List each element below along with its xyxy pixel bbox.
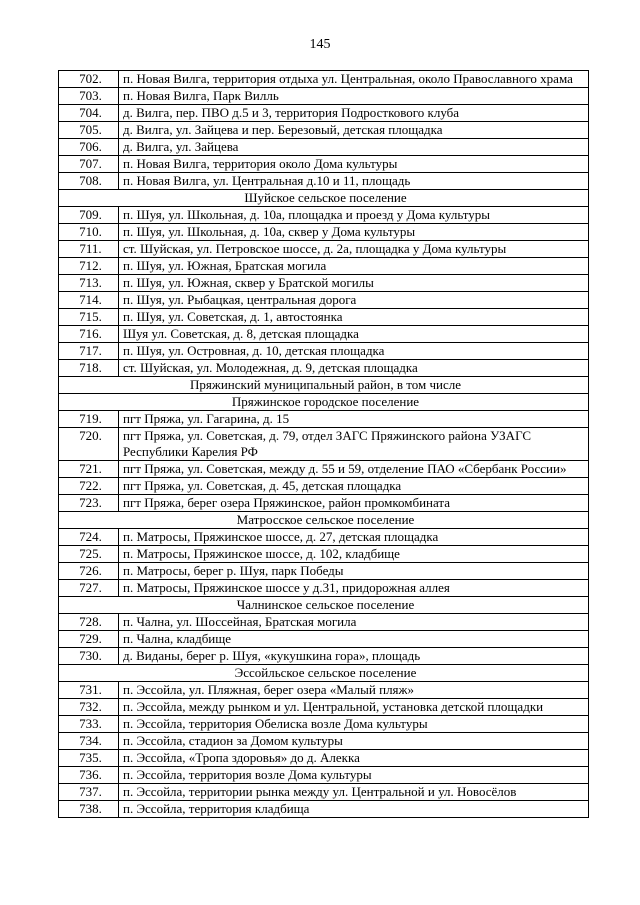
table-row <box>59 580 589 597</box>
row-number: 709. <box>59 207 119 224</box>
row-location: д. Вилга, ул. Зайцева и пер. Березовый, детская площадка <box>119 122 589 139</box>
row-number: 737. <box>59 784 119 801</box>
table-row <box>59 750 589 767</box>
row-number: 719. <box>59 411 119 428</box>
row-number: 717. <box>59 343 119 360</box>
row-number: 735. <box>59 750 119 767</box>
row-location: п. Новая Вилга, ул. Центральная д.10 и 11, площадь <box>119 173 589 190</box>
row-number: 733. <box>59 716 119 733</box>
section-title: Шуйское сельское поселение <box>59 190 589 207</box>
row-location: п. Эссойла, территории рынка между ул. Центральной и ул. Новосёлов <box>119 784 589 801</box>
row-number: 731. <box>59 682 119 699</box>
table-row <box>59 478 589 495</box>
row-location: пгт Пряжа, ул. Советская, д. 45, детская площадка <box>119 478 589 495</box>
table-row <box>59 733 589 750</box>
row-location: п. Шуя, ул. Рыбацкая, центральная дорога <box>119 292 589 309</box>
table-row <box>59 241 589 258</box>
row-location: пгт Пряжа, ул. Советская, д. 79, отдел ЗАГС Пряжинского района УЗАГС Республики Карелия РФ <box>119 428 589 461</box>
table-row <box>59 258 589 275</box>
table-row <box>59 801 589 818</box>
row-number: 703. <box>59 88 119 105</box>
row-location: п. Эссойла, между рынком и ул. Центральной, установка детской площадки <box>119 699 589 716</box>
table-row <box>59 411 589 428</box>
row-number: 712. <box>59 258 119 275</box>
section-title: Пряжинское городское поселение <box>59 394 589 411</box>
row-location: пгт Пряжа, берег озера Пряжинское, район промкомбината <box>119 495 589 512</box>
row-location: п. Шуя, ул. Школьная, д. 10а, площадка и проезд у Дома культуры <box>119 207 589 224</box>
section-title: Матросское сельское поселение <box>59 512 589 529</box>
section-header-row <box>59 665 589 682</box>
section-title: Пряжинский муниципальный район, в том числе <box>59 377 589 394</box>
row-location: пгт Пряжа, ул. Советская, между д. 55 и 59, отделение ПАО «Сбербанк России» <box>119 461 589 478</box>
row-number: 722. <box>59 478 119 495</box>
table-row <box>59 156 589 173</box>
row-location: д. Вилга, ул. Зайцева <box>119 139 589 156</box>
table-row <box>59 173 589 190</box>
row-number: 714. <box>59 292 119 309</box>
row-number: 730. <box>59 648 119 665</box>
row-location: п. Эссойла, территория Обелиска возле Дома культуры <box>119 716 589 733</box>
table-row <box>59 343 589 360</box>
table-row <box>59 224 589 241</box>
row-number: 729. <box>59 631 119 648</box>
table-row <box>59 495 589 512</box>
row-location: п. Матросы, Пряжинское шоссе, д. 102, кладбище <box>119 546 589 563</box>
table-row <box>59 699 589 716</box>
row-location: п. Шуя, ул. Школьная, д. 10а, сквер у Дома культуры <box>119 224 589 241</box>
table-row <box>59 767 589 784</box>
table-row <box>59 563 589 580</box>
row-number: 727. <box>59 580 119 597</box>
row-location: п. Матросы, берег р. Шуя, парк Победы <box>119 563 589 580</box>
row-number: 705. <box>59 122 119 139</box>
row-number: 728. <box>59 614 119 631</box>
row-location: п. Матросы, Пряжинское шоссе у д.31, придорожная аллея <box>119 580 589 597</box>
section-title: Чалнинское сельское поселение <box>59 597 589 614</box>
row-number: 732. <box>59 699 119 716</box>
row-location: п. Шуя, ул. Южная, Братская могила <box>119 258 589 275</box>
table-row <box>59 648 589 665</box>
table-row <box>59 631 589 648</box>
table-row <box>59 614 589 631</box>
section-header-row <box>59 394 589 411</box>
table-row <box>59 529 589 546</box>
table-row <box>59 682 589 699</box>
row-number: 736. <box>59 767 119 784</box>
row-number: 711. <box>59 241 119 258</box>
section-header-row <box>59 597 589 614</box>
row-number: 725. <box>59 546 119 563</box>
row-number: 710. <box>59 224 119 241</box>
table-row <box>59 88 589 105</box>
row-number: 713. <box>59 275 119 292</box>
section-title: Эссойльское сельское поселение <box>59 665 589 682</box>
row-location: п. Новая Вилга, территория около Дома культуры <box>119 156 589 173</box>
row-number: 718. <box>59 360 119 377</box>
row-location: п. Эссойла, территория кладбища <box>119 801 589 818</box>
row-location: пгт Пряжа, ул. Гагарина, д. 15 <box>119 411 589 428</box>
row-location: п. Шуя, ул. Островная, д. 10, детская площадка <box>119 343 589 360</box>
row-number: 721. <box>59 461 119 478</box>
table-row <box>59 716 589 733</box>
row-number: 734. <box>59 733 119 750</box>
row-location: Шуя ул. Советская, д. 8, детская площадка <box>119 326 589 343</box>
row-number: 724. <box>59 529 119 546</box>
section-header-row <box>59 190 589 207</box>
row-location: п. Шуя, ул. Южная, сквер у Братской могилы <box>119 275 589 292</box>
table-row <box>59 461 589 478</box>
table-row <box>59 784 589 801</box>
row-number: 738. <box>59 801 119 818</box>
row-location: п. Эссойла, территория возле Дома культуры <box>119 767 589 784</box>
row-number: 707. <box>59 156 119 173</box>
table-row <box>59 275 589 292</box>
row-number: 715. <box>59 309 119 326</box>
table-row <box>59 546 589 563</box>
row-number: 720. <box>59 428 119 461</box>
row-location: ст. Шуйская, ул. Молодежная, д. 9, детская площадка <box>119 360 589 377</box>
table-row <box>59 309 589 326</box>
row-number: 726. <box>59 563 119 580</box>
row-number: 706. <box>59 139 119 156</box>
table-row <box>59 105 589 122</box>
table-row <box>59 326 589 343</box>
row-number: 708. <box>59 173 119 190</box>
row-number: 716. <box>59 326 119 343</box>
section-header-row <box>59 377 589 394</box>
row-location: п. Эссойла, ул. Пляжная, берег озера «Малый пляж» <box>119 682 589 699</box>
table-row <box>59 428 589 461</box>
row-location: п. Шуя, ул. Советская, д. 1, автостоянка <box>119 309 589 326</box>
locations-table <box>58 70 589 818</box>
row-location: д. Вилга, пер. ПВО д.5 и 3, территория Подросткового клуба <box>119 105 589 122</box>
row-number: 723. <box>59 495 119 512</box>
row-location: п. Матросы, Пряжинское шоссе, д. 27, детская площадка <box>119 529 589 546</box>
row-location: ст. Шуйская, ул. Петровское шоссе, д. 2а, площадка у Дома культуры <box>119 241 589 258</box>
section-header-row <box>59 512 589 529</box>
table-row <box>59 139 589 156</box>
row-location: п. Чална, кладбище <box>119 631 589 648</box>
table-row <box>59 207 589 224</box>
table-row <box>59 292 589 309</box>
row-number: 702. <box>59 71 119 88</box>
row-location: п. Новая Вилга, территория отдыха ул. Центральная, около Православного храма <box>119 71 589 88</box>
row-location: п. Эссойла, стадион за Домом культуры <box>119 733 589 750</box>
table-row <box>59 71 589 88</box>
row-number: 704. <box>59 105 119 122</box>
locations-table-body <box>59 71 589 818</box>
table-row <box>59 360 589 377</box>
row-location: п. Чална, ул. Шоссейная, Братская могила <box>119 614 589 631</box>
row-location: п. Новая Вилга, Парк Вилль <box>119 88 589 105</box>
row-location: д. Виданы, берег р. Шуя, «кукушкина гора», площадь <box>119 648 589 665</box>
page-number: 145 <box>309 37 331 52</box>
table-row <box>59 122 589 139</box>
row-location: п. Эссойла, «Тропа здоровья» до д. Алекка <box>119 750 589 767</box>
